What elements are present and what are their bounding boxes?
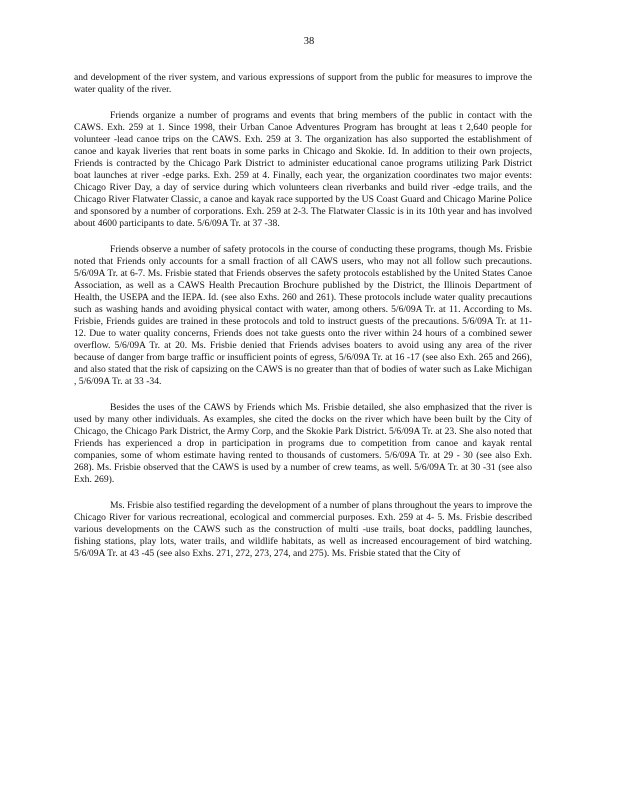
paragraph-5: Ms. Frisbie also testified regarding the development of a number of plans throughout the years to improve the Chicago River for various recreational, ecological and commercial purposes. Exh. 259 at 4- 5. Ms. Frisbie described various developments on the CAWS such as the construction of multi -use trails, boat docks, paddling launches, fishing stations, play lots, water trails, and wildlife habitats, as well as increased encouragement of bird watching. 5/6/09A Tr. at 43 -45 (see also Exhs. 271, 272, 273, 274, and 275). Ms. Frisbie stated that the City of xyxy=(74,500,532,559)
paragraph-2: Friends organize a number of programs and events that bring members of the public in contact with the CAWS. Exh. 259 at 1. Since 1998, their Urban Canoe Adventures Program has brought at leas t 2,640 people for volunteer -lead canoe trips on the CAWS. Exh. 259 at 3. The organization has also supported the establishment of canoe and kayak liveries that rent boats in some parks in Chicago and Skokie. Id. In addition to their own projects, Friends is contracted by the Chicago Park District to administer educational canoe programs utilizing Park District boat launches at river -edge parks. Exh. 259 at 4. Finally, each year, the organization coordinates two major events: Chicago River Day, a day of service during which volunteers clean riverbanks and build river -edge trails, and the Chicago River Flatwater Classic, a canoe and kayak race supported by the US Coast Guard and Chicago Marine Police and sponsored by a number of corporations. Exh. 259 at 2-3. The Flatwater Classic is in its 10th year and has involved about 4600 participants to date. 5/6/09A Tr. at 37 -38. xyxy=(74,110,532,229)
paragraph-1: and development of the river system, and various expressions of support from the public for measures to improve the water quality of the river. xyxy=(74,72,532,95)
body-text xyxy=(74,72,532,574)
page-number: 38 xyxy=(303,36,315,47)
paragraph-4: Besides the uses of the CAWS by Friends which Ms. Frisbie detailed, she also emphasized that the river is used by many other individuals. As examples, she cited the docks on the river which have been built by the City of Chicago, the Chicago Park District, the Army Corp, and the Skokie Park District. 5/6/09A Tr. at 23. She also noted that Friends has experienced a drop in participation in programs due to competition from canoe and kayak rental companies, some of whom estimate having rented to thousands of customers. 5/6/09A Tr. at 29 - 30 (see also Exh. 268). Ms. Frisbie observed that the CAWS is used by a number of crew teams, as well. 5/6/09A Tr. at 30 -31 (see also Exh. 269). xyxy=(74,402,532,485)
paragraph-3: Friends observe a number of safety protocols in the course of conducting these programs, though Ms. Frisbie noted that Friends only accounts for a small fraction of all CAWS users, who may not all follow such precautions. 5/6/09A Tr. at 6-7. Ms. Frisbie stated that Friends observes the safety protocols established by the United States Canoe Association, as well as a CAWS Health Precaution Brochure published by the District, the Illinois Department of Health, the USEPA and the IEPA. Id. (see also Exhs. 260 and 261). These protocols include water quality precautions such as washing hands and avoiding physical contact with water, among others. 5/6/09A Tr. at 11. According to Ms. Frisbie, Friends guides are trained in these protocols and told to instruct guests of the precautions. 5/6/09A Tr. at 11- 12. Due to water quality concerns, Friends does not take guests onto the river within 24 hours of a combined sewer overflow. 5/6/09A Tr. at 20. Ms. Frisbie denied that Friends advises boaters to avoid using any area of the river because of danger from barge traffic or insufficient points of egress, 5/6/09A Tr. at 16 -17 (see also Exh. 265 and 266), and also stated that the risk of capsizing on the CAWS is no greater than that of bodies of water such as Lake Michigan , 5/6/09A Tr. at 33 -34. xyxy=(74,244,532,387)
